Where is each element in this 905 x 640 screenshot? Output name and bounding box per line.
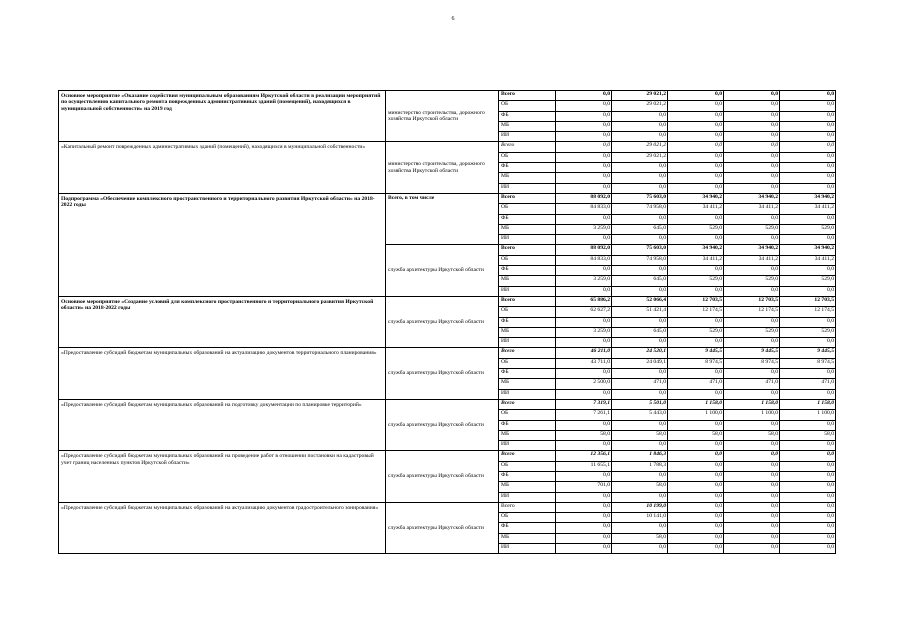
amount-cell: 0,0 — [668, 441, 724, 451]
amount-cell: 0,0 — [612, 121, 668, 131]
amount-cell: 7 319,1 — [556, 399, 612, 409]
amount-cell: 46 211,0 — [556, 348, 612, 358]
amount-cell: 0,0 — [724, 317, 780, 327]
amount-cell: 0,0 — [724, 544, 780, 554]
amount-cell: 1 846,3 — [612, 451, 668, 461]
amount-cell: 29 021,2 — [612, 152, 668, 162]
amount-cell: 0,0 — [668, 266, 724, 276]
activity-name: «Капитальный ремонт поврежденных административных зданий (помещений), находящихся в муниципальной собственности» — [59, 142, 386, 193]
amount-cell: 34 940,2 — [668, 193, 724, 203]
amount-cell: 3 259,0 — [556, 276, 612, 286]
amount-cell: 0,0 — [780, 544, 836, 554]
executor-cell: служба архитектуры Иркутской области — [386, 502, 499, 553]
amount-cell: 0,0 — [780, 152, 836, 162]
amount-cell: 0,0 — [556, 369, 612, 379]
amount-cell: 0,0 — [612, 132, 668, 142]
amount-cell: 34 411,2 — [780, 204, 836, 214]
amount-cell: 529,0 — [668, 327, 724, 337]
amount-cell: 0,0 — [612, 420, 668, 430]
amount-cell: 0,0 — [780, 369, 836, 379]
amount-cell: 0,0 — [668, 91, 724, 101]
funding-source-cell: ФБ — [499, 214, 556, 224]
activity-name: «Предоставление субсидий бюджетам муниципальных образований на проведение работ в отношении постановки на кадастровый учет границ населенных пунктов Иркутской области» — [59, 451, 386, 502]
activity-name: Основное мероприятие «Создание условий для комплексного пространственного и территориального развития Иркутской области» на 2018-2022 годы — [59, 296, 386, 347]
funding-source-cell: ФБ — [499, 317, 556, 327]
amount-cell: 529,0 — [780, 276, 836, 286]
amount-cell: 701,0 — [556, 482, 612, 492]
amount-cell: 0,0 — [780, 101, 836, 111]
amount-cell: 0,0 — [724, 502, 780, 512]
funding-source-cell: ОБ — [499, 358, 556, 368]
amount-cell: 0,0 — [556, 513, 612, 523]
amount-cell: 0,0 — [668, 173, 724, 183]
funding-source-cell: ФБ — [499, 523, 556, 533]
amount-cell: 0,0 — [556, 338, 612, 348]
amount-cell: 0,0 — [556, 142, 612, 152]
amount-cell: 75 603,0 — [612, 245, 668, 255]
amount-cell: 0,0 — [612, 214, 668, 224]
funding-source-cell: МБ — [499, 327, 556, 337]
amount-cell: 0,0 — [556, 173, 612, 183]
amount-cell: 34 411,2 — [668, 204, 724, 214]
amount-cell: 0,0 — [724, 471, 780, 481]
amount-cell: 0,0 — [668, 482, 724, 492]
amount-cell: 0,0 — [556, 502, 612, 512]
amount-cell: 5 501,0 — [612, 399, 668, 409]
amount-cell: 84 833,0 — [556, 255, 612, 265]
activity-name: «Предоставление субсидий бюджетам муниципальных образований на подготовку документации по планировке территорий» — [59, 399, 386, 450]
amount-cell: 0,0 — [556, 235, 612, 245]
funding-source-cell: ИИ — [499, 132, 556, 142]
funding-source-cell: Всего — [499, 502, 556, 512]
amount-cell: 471,0 — [780, 379, 836, 389]
amount-cell: 34 940,2 — [724, 193, 780, 203]
amount-cell: 0,0 — [780, 317, 836, 327]
amount-cell: 1 158,0 — [668, 399, 724, 409]
amount-cell: 0,0 — [556, 183, 612, 193]
amount-cell: 0,0 — [780, 523, 836, 533]
amount-cell: 0,0 — [612, 235, 668, 245]
amount-cell: 0,0 — [668, 492, 724, 502]
amount-cell: 0,0 — [556, 111, 612, 121]
amount-cell: 0,0 — [724, 369, 780, 379]
amount-cell: 0,0 — [556, 101, 612, 111]
amount-cell: 29 021,2 — [612, 91, 668, 101]
amount-cell: 0,0 — [724, 121, 780, 131]
amount-cell: 0,0 — [556, 523, 612, 533]
amount-cell: 58,0 — [556, 430, 612, 440]
amount-cell: 58,0 — [612, 430, 668, 440]
funding-source-cell: МБ — [499, 224, 556, 234]
amount-cell: 12 703,5 — [668, 296, 724, 306]
funding-source-cell: МБ — [499, 379, 556, 389]
amount-cell: 529,0 — [668, 276, 724, 286]
amount-cell: 74 958,0 — [612, 255, 668, 265]
amount-cell: 0,0 — [780, 91, 836, 101]
funding-source-cell: ОБ — [499, 152, 556, 162]
table-row — [59, 399, 836, 409]
funding-source-cell: ИИ — [499, 235, 556, 245]
amount-cell: 5 443,0 — [612, 410, 668, 420]
amount-cell: 0,0 — [780, 513, 836, 523]
budget-table — [58, 90, 836, 554]
amount-cell: 0,0 — [724, 338, 780, 348]
amount-cell: 0,0 — [780, 389, 836, 399]
funding-source-cell: ИИ — [499, 183, 556, 193]
amount-cell: 34 940,2 — [668, 245, 724, 255]
activity-name: «Предоставление субсидий бюджетам муниципальных образований на актуализацию документов территориального планирования» — [59, 348, 386, 399]
amount-cell: 0,0 — [780, 173, 836, 183]
table-row — [59, 296, 836, 306]
amount-cell: 0,0 — [724, 492, 780, 502]
amount-cell: 0,0 — [668, 523, 724, 533]
amount-cell: 0,0 — [668, 533, 724, 543]
amount-cell: 0,0 — [780, 482, 836, 492]
executor-cell: служба архитектуры Иркутской области — [386, 245, 499, 296]
amount-cell: 8 974,5 — [724, 358, 780, 368]
funding-source-cell: МБ — [499, 276, 556, 286]
amount-cell: 0,0 — [612, 266, 668, 276]
funding-source-cell: ИИ — [499, 338, 556, 348]
amount-cell: 0,0 — [724, 235, 780, 245]
amount-cell: 74 958,0 — [612, 204, 668, 214]
amount-cell: 0,0 — [668, 183, 724, 193]
amount-cell: 645,0 — [612, 327, 668, 337]
amount-cell: 0,0 — [668, 389, 724, 399]
amount-cell: 1 100,0 — [724, 410, 780, 420]
funding-source-cell: ИИ — [499, 544, 556, 554]
amount-cell: 0,0 — [612, 441, 668, 451]
amount-cell: 0,0 — [612, 338, 668, 348]
amount-cell: 0,0 — [612, 111, 668, 121]
funding-source-cell: ФБ — [499, 163, 556, 173]
amount-cell: 645,0 — [612, 224, 668, 234]
funding-source-cell: ФБ — [499, 420, 556, 430]
amount-cell: 0,0 — [556, 121, 612, 131]
amount-cell: 0,0 — [556, 91, 612, 101]
table-body — [59, 91, 836, 554]
amount-cell: 0,0 — [780, 441, 836, 451]
amount-cell: 9 445,5 — [668, 348, 724, 358]
funding-source-cell: МБ — [499, 430, 556, 440]
table-row — [59, 348, 836, 358]
amount-cell: 24 520,1 — [612, 348, 668, 358]
amount-cell: 0,0 — [724, 533, 780, 543]
funding-source-cell: Всего — [499, 296, 556, 306]
funding-source-cell: ИИ — [499, 441, 556, 451]
funding-source-cell: Всего — [499, 245, 556, 255]
amount-cell: 0,0 — [780, 142, 836, 152]
amount-cell: 0,0 — [612, 173, 668, 183]
amount-cell: 0,0 — [780, 451, 836, 461]
amount-cell: 0,0 — [780, 461, 836, 471]
amount-cell: 0,0 — [724, 142, 780, 152]
amount-cell: 0,0 — [556, 420, 612, 430]
amount-cell: 0,0 — [556, 266, 612, 276]
amount-cell: 12 174,5 — [724, 307, 780, 317]
amount-cell: 471,0 — [668, 379, 724, 389]
funding-source-cell: ИИ — [499, 286, 556, 296]
amount-cell: 529,0 — [724, 224, 780, 234]
amount-cell: 8 974,5 — [780, 358, 836, 368]
amount-cell: 0,0 — [668, 152, 724, 162]
amount-cell: 1 788,3 — [612, 461, 668, 471]
amount-cell: 58,0 — [724, 430, 780, 440]
amount-cell: 34 940,2 — [724, 245, 780, 255]
amount-cell: 34 411,2 — [668, 255, 724, 265]
amount-cell: 34 411,2 — [780, 255, 836, 265]
executor-cell: служба архитектуры Иркутской области — [386, 451, 499, 502]
table-row — [59, 451, 836, 461]
funding-source-cell: ОБ — [499, 410, 556, 420]
amount-cell: 0,0 — [612, 369, 668, 379]
amount-cell: 12 703,5 — [724, 296, 780, 306]
amount-cell: 9 445,5 — [724, 348, 780, 358]
amount-cell: 0,0 — [724, 441, 780, 451]
amount-cell: 0,0 — [780, 266, 836, 276]
funding-source-cell: МБ — [499, 533, 556, 543]
amount-cell: 10 141,0 — [612, 513, 668, 523]
funding-source-cell: Всего — [499, 348, 556, 358]
amount-cell: 0,0 — [556, 533, 612, 543]
funding-source-cell: Всего — [499, 193, 556, 203]
amount-cell: 529,0 — [724, 327, 780, 337]
amount-cell: 0,0 — [668, 451, 724, 461]
amount-cell: 58,0 — [612, 533, 668, 543]
amount-cell: 0,0 — [724, 111, 780, 121]
amount-cell: 12 356,1 — [556, 451, 612, 461]
page-number: 6 — [451, 16, 455, 22]
funding-source-cell: Всего — [499, 399, 556, 409]
table-row — [59, 502, 836, 512]
amount-cell: 84 833,0 — [556, 204, 612, 214]
amount-cell: 529,0 — [780, 224, 836, 234]
executor-cell: министерство строительства, дорожного хозяйства Иркутской области — [386, 91, 499, 142]
amount-cell: 0,0 — [612, 523, 668, 533]
amount-cell: 58,0 — [780, 430, 836, 440]
amount-cell: 34 940,2 — [780, 245, 836, 255]
amount-cell: 65 886,2 — [556, 296, 612, 306]
amount-cell: 0,0 — [612, 183, 668, 193]
amount-cell: 11 655,1 — [556, 461, 612, 471]
funding-source-cell: ОБ — [499, 307, 556, 317]
amount-cell: 0,0 — [724, 173, 780, 183]
amount-cell: 0,0 — [780, 471, 836, 481]
executor-cell: служба архитектуры Иркутской области — [386, 399, 499, 450]
funding-source-cell: ИИ — [499, 492, 556, 502]
amount-cell: 0,0 — [668, 461, 724, 471]
amount-cell: 0,0 — [612, 286, 668, 296]
amount-cell: 0,0 — [780, 502, 836, 512]
funding-source-cell: Всего — [499, 142, 556, 152]
amount-cell: 0,0 — [556, 492, 612, 502]
amount-cell: 88 092,0 — [556, 193, 612, 203]
amount-cell: 0,0 — [612, 317, 668, 327]
amount-cell: 645,0 — [612, 276, 668, 286]
amount-cell: 0,0 — [668, 121, 724, 131]
amount-cell: 0,0 — [724, 420, 780, 430]
funding-source-cell: ИИ — [499, 389, 556, 399]
activity-name: «Предоставление субсидий бюджетам муниципальных образований на актуализацию документов градостроительного зонирования» — [59, 502, 386, 553]
amount-cell: 0,0 — [780, 420, 836, 430]
amount-cell: 10 199,0 — [612, 502, 668, 512]
funding-source-cell: ОБ — [499, 513, 556, 523]
amount-cell: 9 445,5 — [780, 348, 836, 358]
amount-cell: 0,0 — [556, 152, 612, 162]
amount-cell: 0,0 — [668, 163, 724, 173]
amount-cell: 43 711,0 — [556, 358, 612, 368]
amount-cell: 0,0 — [780, 338, 836, 348]
amount-cell: 88 092,0 — [556, 245, 612, 255]
funding-source-cell: МБ — [499, 482, 556, 492]
amount-cell: 29 021,2 — [612, 101, 668, 111]
amount-cell: 529,0 — [780, 327, 836, 337]
amount-cell: 0,0 — [668, 101, 724, 111]
amount-cell: 0,0 — [724, 266, 780, 276]
amount-cell: 0,0 — [556, 389, 612, 399]
amount-cell: 0,0 — [780, 286, 836, 296]
table-row — [59, 142, 836, 152]
amount-cell: 0,0 — [724, 183, 780, 193]
executor-cell: министерство строительства, дорожного хозяйства Иркутской области — [386, 142, 499, 193]
funding-source-cell: ФБ — [499, 266, 556, 276]
amount-cell: 0,0 — [724, 523, 780, 533]
amount-cell: 471,0 — [724, 379, 780, 389]
amount-cell: 12 703,5 — [780, 296, 836, 306]
amount-cell: 29 021,2 — [612, 142, 668, 152]
funding-source-cell: ФБ — [499, 471, 556, 481]
amount-cell: 0,0 — [724, 101, 780, 111]
funding-source-cell: ФБ — [499, 369, 556, 379]
amount-cell: 0,0 — [724, 513, 780, 523]
funding-source-cell: ОБ — [499, 204, 556, 214]
executor-cell: служба архитектуры Иркутской области — [386, 348, 499, 399]
amount-cell: 0,0 — [780, 111, 836, 121]
amount-cell: 12 174,5 — [780, 307, 836, 317]
amount-cell: 0,0 — [556, 286, 612, 296]
amount-cell: 51 421,4 — [612, 307, 668, 317]
amount-cell: 0,0 — [668, 235, 724, 245]
amount-cell: 0,0 — [668, 132, 724, 142]
amount-cell: 1 100,0 — [668, 410, 724, 420]
amount-cell: 3 259,0 — [556, 327, 612, 337]
amount-cell: 34 411,2 — [724, 204, 780, 214]
amount-cell: 0,0 — [724, 91, 780, 101]
amount-cell: 0,0 — [612, 163, 668, 173]
activity-name: Подпрограмма «Обеспечение комплексного пространственного и территориального развития Иркутской области» на 2018-2022 годы — [59, 193, 386, 296]
executor-cell: служба архитектуры Иркутской области — [386, 296, 499, 347]
amount-cell: 0,0 — [780, 235, 836, 245]
amount-cell: 0,0 — [556, 317, 612, 327]
amount-cell: 529,0 — [668, 224, 724, 234]
amount-cell: 0,0 — [780, 214, 836, 224]
amount-cell: 0,0 — [612, 471, 668, 481]
amount-cell: 0,0 — [668, 544, 724, 554]
funding-source-cell: ОБ — [499, 255, 556, 265]
amount-cell: 24 049,1 — [612, 358, 668, 368]
amount-cell: 0,0 — [780, 183, 836, 193]
amount-cell: 0,0 — [668, 317, 724, 327]
amount-cell: 0,0 — [668, 111, 724, 121]
amount-cell: 0,0 — [724, 389, 780, 399]
amount-cell: 0,0 — [780, 121, 836, 131]
executor-cell: Всего, в том числе — [386, 193, 499, 244]
amount-cell: 0,0 — [724, 152, 780, 162]
amount-cell: 0,0 — [780, 533, 836, 543]
amount-cell: 0,0 — [612, 389, 668, 399]
amount-cell: 0,0 — [724, 451, 780, 461]
amount-cell: 0,0 — [668, 513, 724, 523]
amount-cell: 58,0 — [668, 430, 724, 440]
table-row — [59, 91, 836, 101]
amount-cell: 0,0 — [668, 420, 724, 430]
amount-cell: 0,0 — [724, 461, 780, 471]
amount-cell: 1 100,0 — [780, 410, 836, 420]
amount-cell: 529,0 — [724, 276, 780, 286]
amount-cell: 0,0 — [780, 163, 836, 173]
amount-cell: 0,0 — [556, 544, 612, 554]
amount-cell: 52 066,4 — [612, 296, 668, 306]
amount-cell: 0,0 — [724, 482, 780, 492]
amount-cell: 34 411,2 — [724, 255, 780, 265]
amount-cell: 0,0 — [668, 471, 724, 481]
amount-cell: 0,0 — [556, 471, 612, 481]
amount-cell: 0,0 — [668, 214, 724, 224]
amount-cell: 0,0 — [780, 132, 836, 142]
amount-cell: 0,0 — [668, 142, 724, 152]
amount-cell: 0,0 — [724, 214, 780, 224]
funding-source-cell: МБ — [499, 121, 556, 131]
funding-source-cell: ФБ — [499, 111, 556, 121]
amount-cell: 62 627,2 — [556, 307, 612, 317]
amount-cell: 2 500,0 — [556, 379, 612, 389]
amount-cell: 0,0 — [612, 544, 668, 554]
funding-source-cell: Всего — [499, 451, 556, 461]
amount-cell: 0,0 — [668, 286, 724, 296]
amount-cell: 471,0 — [612, 379, 668, 389]
amount-cell: 1 158,0 — [724, 399, 780, 409]
amount-cell: 0,0 — [668, 369, 724, 379]
amount-cell: 34 940,2 — [780, 193, 836, 203]
amount-cell: 0,0 — [724, 286, 780, 296]
amount-cell: 0,0 — [668, 338, 724, 348]
amount-cell: 0,0 — [556, 214, 612, 224]
amount-cell: 8 974,5 — [668, 358, 724, 368]
amount-cell: 7 261,1 — [556, 410, 612, 420]
funding-source-cell: ОБ — [499, 101, 556, 111]
table-row — [59, 193, 836, 203]
amount-cell: 3 259,0 — [556, 224, 612, 234]
funding-source-cell: МБ — [499, 173, 556, 183]
funding-source-cell: ОБ — [499, 461, 556, 471]
amount-cell: 1 158,0 — [780, 399, 836, 409]
amount-cell: 0,0 — [556, 132, 612, 142]
amount-cell: 0,0 — [556, 163, 612, 173]
amount-cell: 12 174,5 — [668, 307, 724, 317]
amount-cell: 0,0 — [668, 502, 724, 512]
activity-name: Основное мероприятие «Оказание содействия муниципальным образованиям Иркутской области в реализации мероприятий по осуществлению капитального ремонта поврежденных административных зданий (помещений), находящихся в муниципальной собственности» на 2019 год — [59, 91, 386, 142]
funding-source-cell: Всего — [499, 91, 556, 101]
amount-cell: 0,0 — [556, 441, 612, 451]
amount-cell: 58,0 — [612, 482, 668, 492]
amount-cell: 0,0 — [724, 163, 780, 173]
amount-cell: 75 603,0 — [612, 193, 668, 203]
amount-cell: 0,0 — [724, 132, 780, 142]
amount-cell: 0,0 — [612, 492, 668, 502]
amount-cell: 0,0 — [780, 492, 836, 502]
